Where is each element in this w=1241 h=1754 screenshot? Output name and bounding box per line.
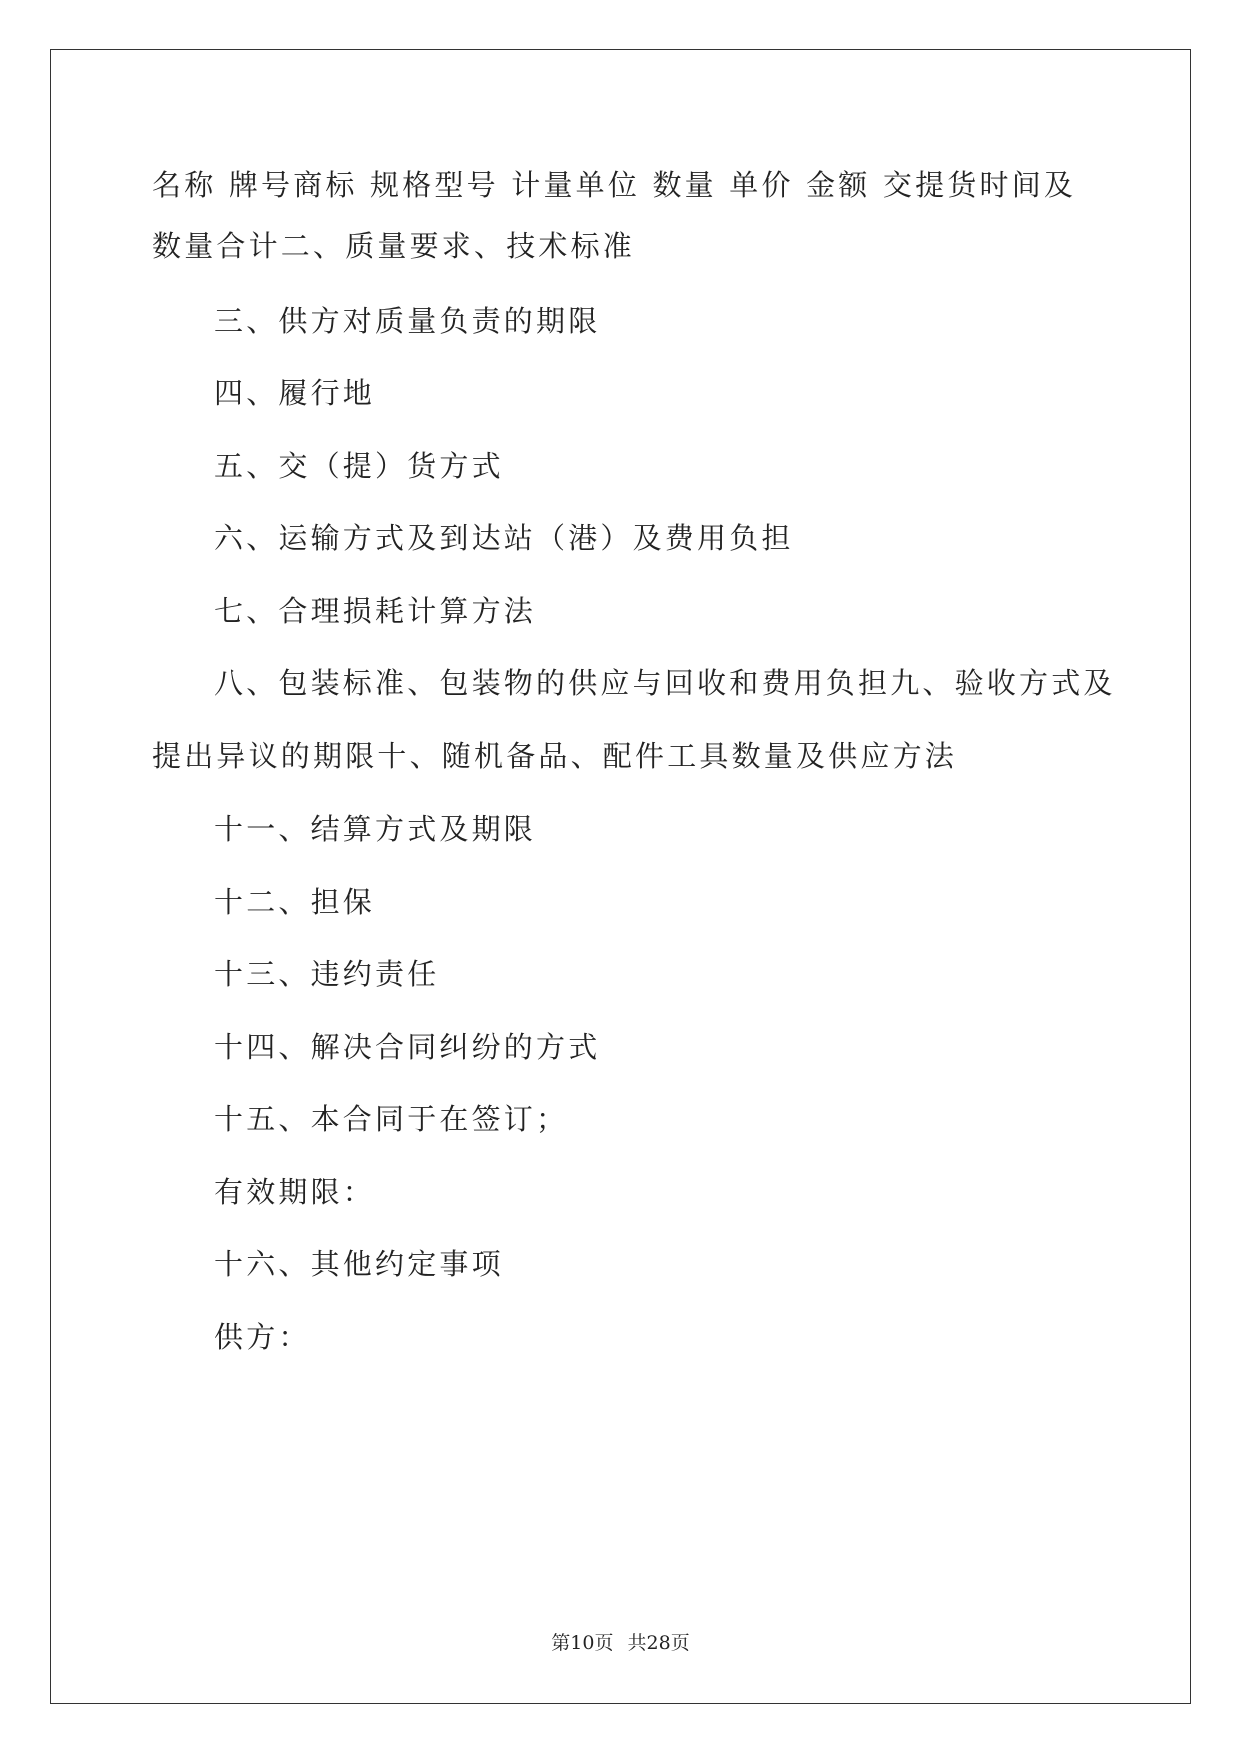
text-line: 四、履行地 xyxy=(214,376,376,410)
text-line: 提出异议的期限十、随机备品、配件工具数量及供应方法 xyxy=(152,739,958,773)
text-line: 十三、违约责任 xyxy=(214,957,440,991)
page-footer xyxy=(0,1628,1241,1655)
text-line: 供方： xyxy=(214,1320,311,1354)
text-line: 数量合计二、质量要求、技术标准 xyxy=(152,229,636,263)
text-line: 十一、结算方式及期限 xyxy=(214,812,537,846)
text-line: 三、供方对质量负责的期限 xyxy=(214,304,601,338)
text-line: 有效期限： xyxy=(214,1175,376,1209)
text-line: 名称 牌号商标 规格型号 计量单位 数量 单价 金额 交提货时间及 xyxy=(152,168,1077,202)
text-line: 七、合理损耗计算方法 xyxy=(214,594,537,628)
page-number-total: 共28页 xyxy=(627,1632,690,1654)
page-border xyxy=(50,49,1191,1704)
text-line: 十二、担保 xyxy=(214,885,376,919)
text-line: 五、交（提）货方式 xyxy=(214,449,504,483)
text-line: 十五、本合同于在签订； xyxy=(214,1102,569,1136)
text-line: 十六、其他约定事项 xyxy=(214,1247,504,1281)
text-line: 十四、解决合同纠纷的方式 xyxy=(214,1030,601,1064)
text-line: 六、运输方式及到达站（港）及费用负担 xyxy=(214,521,794,555)
text-line: 八、包装标准、包装物的供应与回收和费用负担九、验收方式及 xyxy=(214,666,1116,700)
page-number-current: 第10页 xyxy=(551,1632,614,1654)
